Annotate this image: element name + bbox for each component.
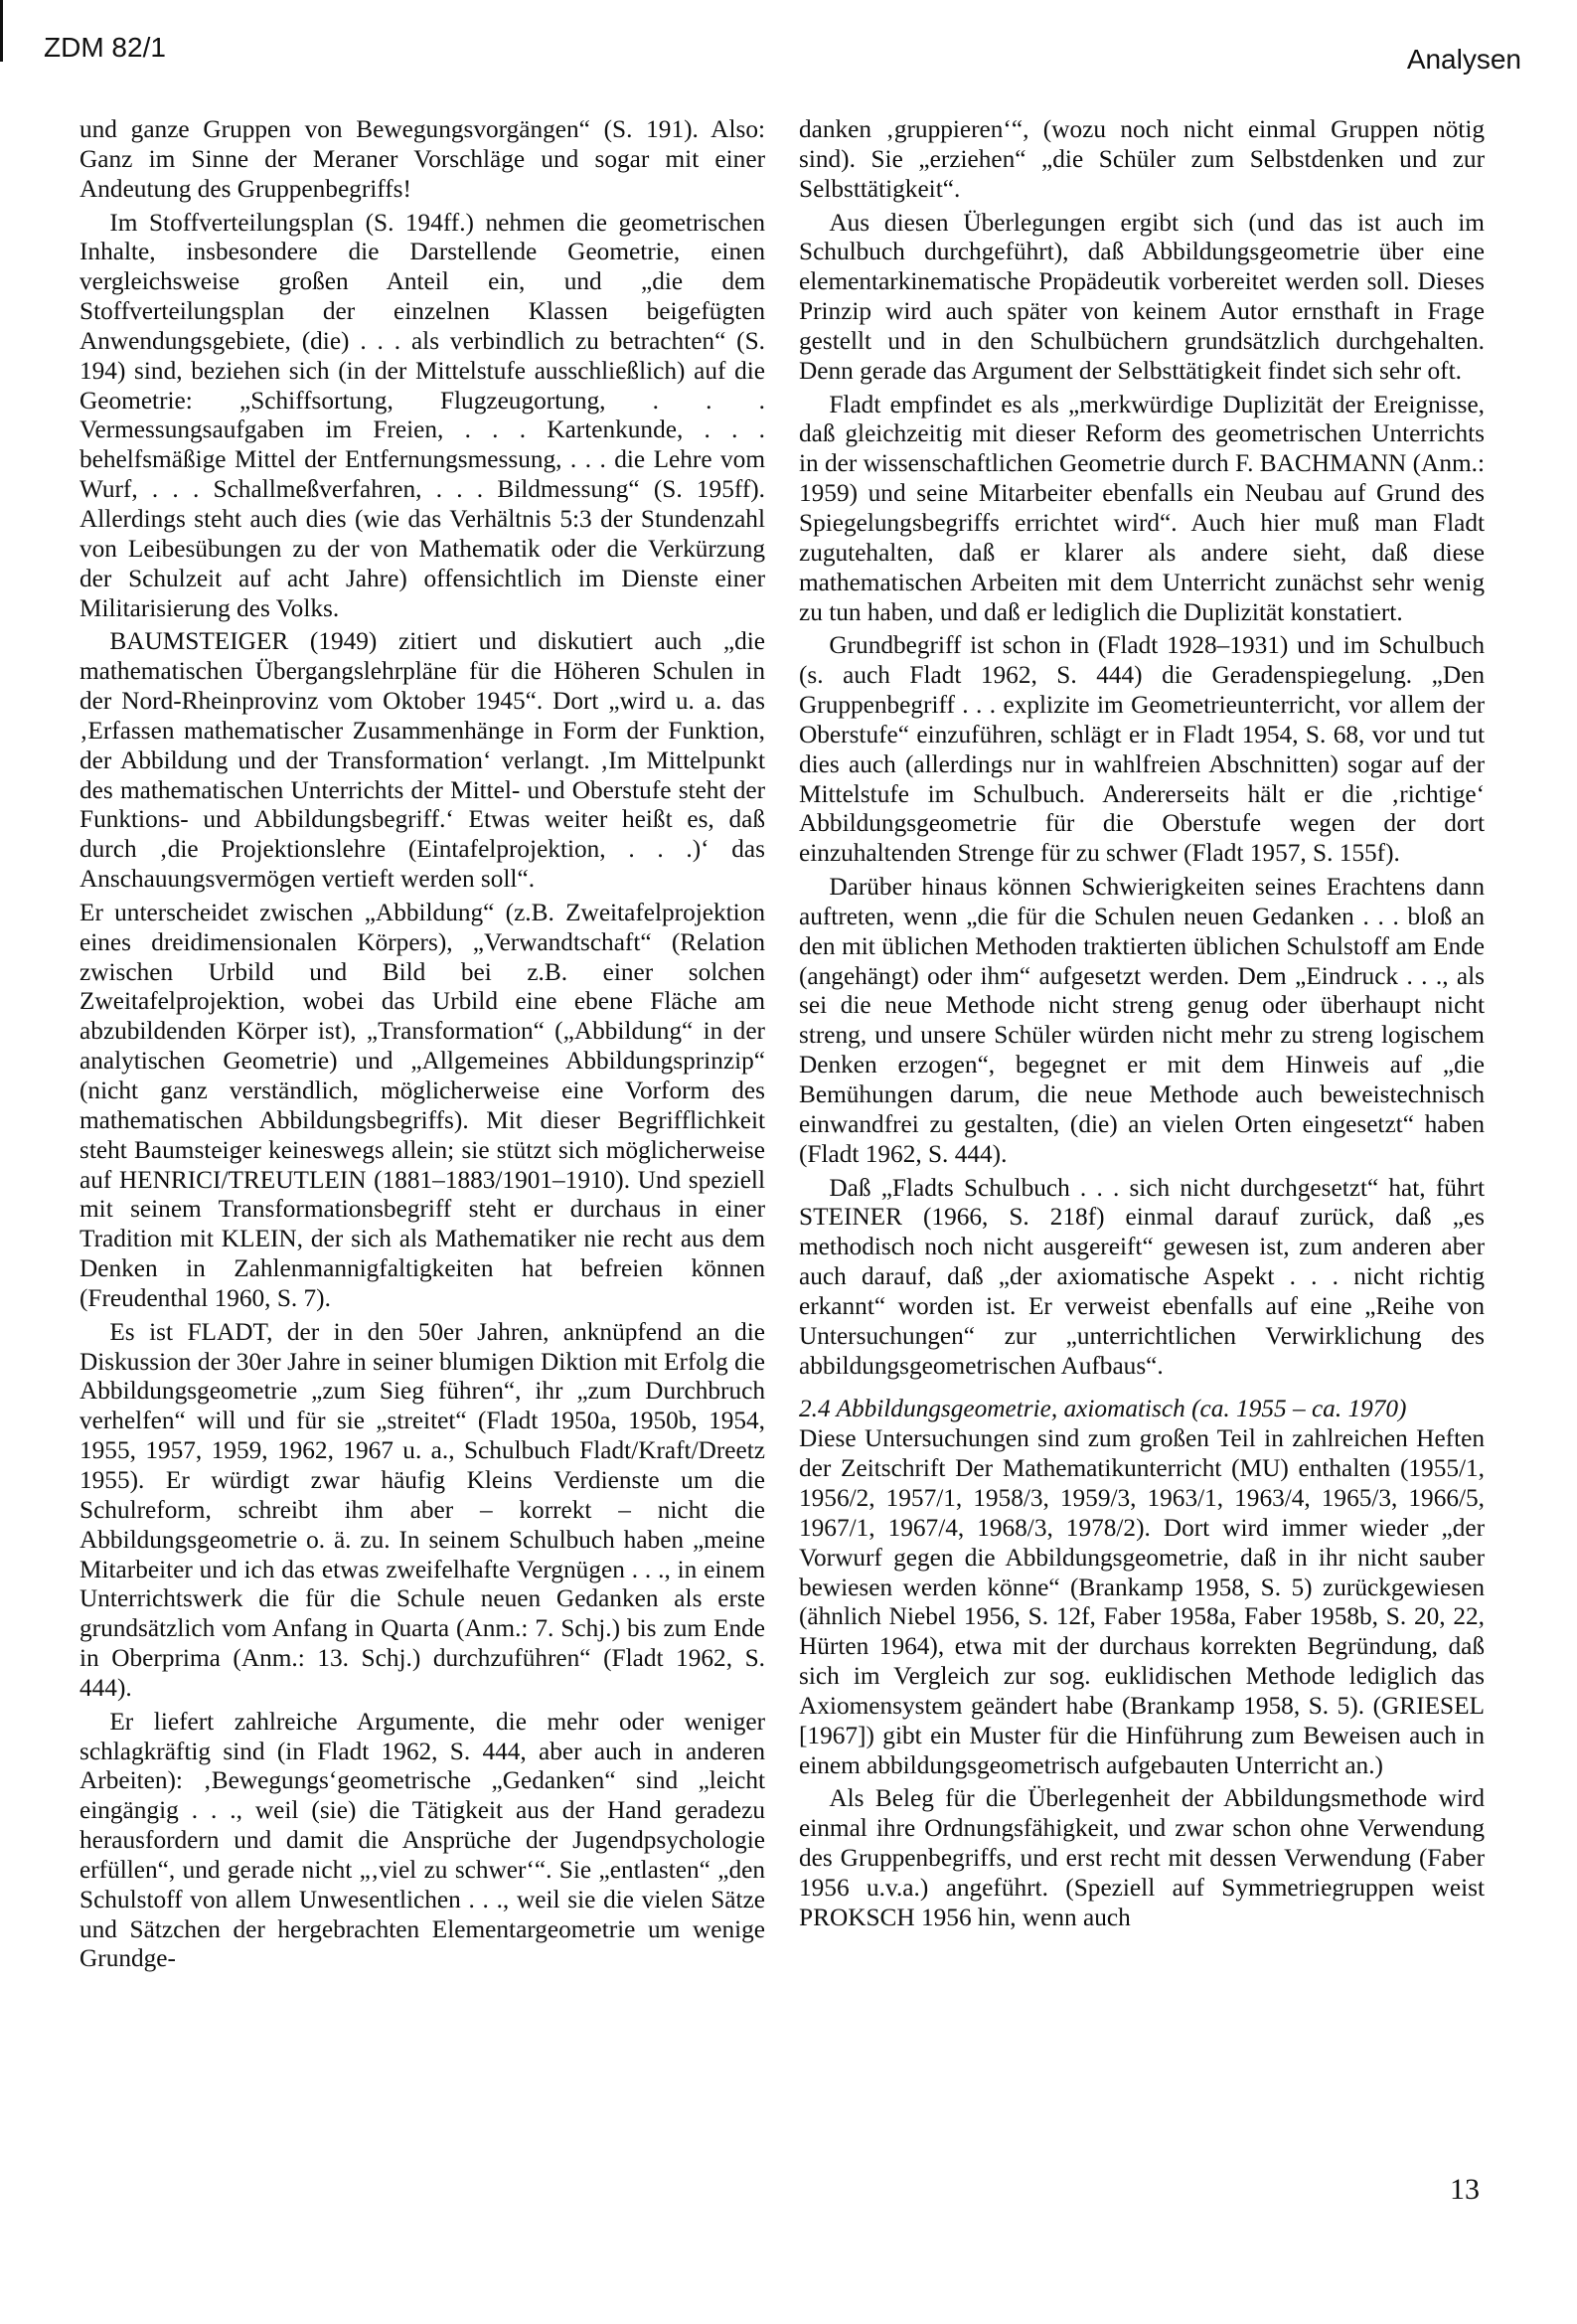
paragraph: Darüber hinaus können Schwierigkeiten seines Erachtens dann auftreten, wenn „die für die Schulen neuen Gedanken . . . bloß an den mit üblichen Methoden traktierten üblichen Schulstoff am Ende (angehängt) oder ihm“ aufgesetzt werden. Dem „Eindruck . . ., als sei die neue Methode nicht streng genug oder überhaupt nicht streng, und unsere Schüler würden nicht mehr zu streng logischem Denken erzogen“, begegnet er mit dem Hinweis auf „die Bemühungen darum, die neue Methode auch beweistechnisch einwandfrei zu gestalten, (die) an vielen Orten eingesetzt“ haben (Fladt 1962, S. 444).	[799, 873, 1485, 1168]
right-column	[799, 115, 1485, 1933]
scan-edge-mark	[0, 0, 3, 62]
paragraph: Als Beleg für die Überlegenheit der Abbildungsmethode wird einmal ihre Ordnungsfähigkeit, und zwar schon ohne Verwendung des Gruppenbegriffs, und erst recht mit dessen Verwendung (Faber 1956 u.v.a.) angeführt. (Speziell auf Symmetriegruppen weist PROKSCH 1956 hin, wenn auch	[799, 1784, 1485, 1931]
paragraph: Er liefert zahlreiche Argumente, die mehr oder weniger schlagkräftig sind (in Fladt 1962, S. 444, aber auch in anderen Arbeiten): ‚Bewegungs‘geometrische „Gedanken“ sind „leicht eingängig . . ., weil (sie) die Tätigkeit aus der Hand geradezu herausfordern und damit die Ansprüche der Jugendpsychologie erfüllen“, und gerade nicht „‚viel zu schwer‘“. Sie „entlasten“ „den Schulstoff von allem Unwesentlichen . . ., weil sie die vielen Sätze und Sätzchen der hergebrachten Elementargeometrie um wenige Grundge-	[79, 1707, 765, 1973]
paragraph: danken ‚gruppieren‘“, (wozu noch nicht einmal Gruppen nötig sind). Sie „erziehen“ „die Schüler zum Selbstdenken und zur Selbsttätigkeit“.	[799, 115, 1485, 203]
left-column	[79, 115, 765, 1974]
paragraph: Diese Untersuchungen sind zum großen Teil in zahlreichen Heften der Zeitschrift Der Mathematikunterricht (MU) enthalten (1955/1, 1956/2, 1957/1, 1958/3, 1959/3, 1963/1, 1963/4, 1965/3, 1966/5, 1967/1, 1967/4, 1968/3, 1978/2). Dort wird immer wieder „der Vorwurf gegen die Abbildungsgeometrie, daß in ihr nicht sauber bewiesen werden könne“ (Brankamp 1958, S. 5) zurückgewiesen (ähnlich Niebel 1956, S. 12f, Faber 1958a, Faber 1958b, S. 20, 22, Hürten 1964), etwa mit der durchaus korrekten Begründung, daß sich im Vergleich zur sog. euklidischen Methode lediglich das Axiomensystem geändert habe (Brankamp 1958, S. 5). (GRIESEL [1967]) gibt ein Muster für die Hinführung zum Beweisen auch in einem abbildungsgeometrisch aufgebauten Unterricht an.)	[799, 1424, 1485, 1779]
running-header-section: Analysen	[1406, 44, 1521, 75]
paragraph: Fladt empfindet es als „merkwürdige Duplizität der Ereignisse, daß gleichzeitig mit dieser Reform des geometrischen Unterrichts in der wissenschaftlichen Geometrie durch F. BACHMANN (Anm.: 1959) und seine Mitarbeiter ebenfalls ein Neubau auf Grund des Spiegelungsbegriffs errichtet wird“. Auch hier muß man Fladt zugutehalten, daß er klarer als andere sieht, daß diese mathematischen Arbeiten mit dem Unterricht zunächst sehr wenig zu tun haben, und daß er lediglich die Duplizität konstatiert.	[799, 390, 1485, 626]
running-header-journal: ZDM 82/1	[44, 32, 166, 63]
paragraph: Daß „Fladts Schulbuch . . . sich nicht durchgesetzt“ hat, führt STEINER (1966, S. 218f) einmal darauf zurück, daß „es methodisch noch nicht ausgereift“ gewesen ist, zum anderen aber auch darauf, daß „der axiomatische Aspekt . . . nicht richtig erkannt“ worden ist. Er verweist ebenfalls auf eine „Reihe von Untersuchungen“ zur „unterrichtlichen Verwirklichung des abbildungsgeometrischen Aufbaus“.	[799, 1173, 1485, 1380]
paragraph: Aus diesen Überlegungen ergibt sich (und das ist auch im Schulbuch durchgeführt), daß Abbildungsgeometrie über eine elementarkinematische Propädeutik vorbereitet werden soll. Dieses Prinzip wird auch später von keinem Autor ernsthaft in Frage gestellt und in den Schulbüchern grundsätzlich durchgehalten. Denn gerade das Argument der Selbsttätigkeit findet sich sehr oft.	[799, 208, 1485, 385]
paragraph: Im Stoffverteilungsplan (S. 194ff.) nehmen die geometrischen Inhalte, insbesondere die Darstellende Geometrie, einen vergleichsweise großen Anteil ein, und „die dem Stoffverteilungsplan der einzelnen Klassen beigefügten Anwendungsgebiete, (die) . . . als verbindlich zu betrachten“ (S. 194) sind, beziehen sich (in der Mittelstufe ausschließlich) auf die Geometrie: „Schiffsortung, Flugzeugortung, . . . Vermessungsaufgaben im Freien, . . . Kartenkunde, . . . behelfsmäßige Mittel der Entfernungsmessung, . . . die Lehre vom Wurf, . . . Schallmeßverfahren, . . . Bildmessung“ (S. 195ff). Allerdings steht auch dies (wie das Verhältnis 5:3 der Stundenzahl von Leibesübungen zu der von Mathematik oder die Verkürzung der Schulzeit auf acht Jahre) offensichtlich im Dienste einer Militarisierung des Volks.	[79, 208, 765, 622]
paragraph: Grundbegriff ist schon in (Fladt 1928–1931) und im Schulbuch (s. auch Fladt 1962, S. 444) die Geradenspiegelung. „Den Gruppenbegriff . . . explizite im Geometrieunterricht, vor allem der Oberstufe“ einzuführen, schlägt er in Fladt 1954, S. 68, vor und tut dies auch (allerdings nur in wahlfreien Abschnitten) sogar auf der Mittelstufe im Schulbuch. Andererseits hält er die ‚richtige‘ Abbildungsgeometrie für die Oberstufe wegen der dort einzuhaltenden Strenge für zu schwer (Fladt 1957, S. 155f).	[799, 631, 1485, 868]
paragraph: Er unterscheidet zwischen „Abbildung“ (z.B. Zweitafelprojektion eines dreidimensionalen Körpers), „Verwandtschaft“ (Relation zwischen Urbild und Bild bei z.B. einer solchen Zweitafelprojektion, wobei das Urbild eine ebene Fläche am abzubildenden Körper ist), „Transformation“ („Abbildung“ in der analytischen Geometrie) und „Allgemeines Abbildungsprinzip“ (nicht ganz verständlich, möglicherweise eine Vorform des mathematischen Abbildungsbegriffs). Mit dieser Begrifflichkeit steht Baumsteiger keineswegs allein; sie stützt sich möglicherweise auf HENRICI/TREUTLEIN (1881–1883/1901–1910). Und speziell mit seinem Transformationsbegriff steht er durchaus in einer Tradition mit KLEIN, der sich als Mathematiker nie recht aus dem Denken in Zahlenmannigfaltigkeiten hat befreien können (Freudenthal 1960, S. 7).	[79, 898, 765, 1312]
section-heading: 2.4 Abbildungsgeometrie, axiomatisch (ca. 1955 – ca. 1970)	[799, 1395, 1407, 1423]
paragraph: Es ist FLADT, der in den 50er Jahren, anknüpfend an die Diskussion der 30er Jahre in seiner blumigen Diktion mit Erfolg die Abbildungsgeometrie „zum Sieg führen“, ihr „zum Durchbruch verhelfen“ will und für sie „streitet“ (Fladt 1950a, 1950b, 1954, 1955, 1957, 1959, 1962, 1967 u. a., Schulbuch Fladt/Kraft/Dreetz 1955). Er würdigt zwar häufig Kleins Verdienste um die Schulreform, schreibt ihm aber – korrekt – nicht die Abbildungsgeometrie o. ä. zu. In seinem Schulbuch haben „meine Mitarbeiter und ich das etwas zweifelhafte Vergnügen . . ., in einem Unterrichtswerk die für die Schule neuen Gedanken als erste grundsätzlich vom Anfang in Quarta (Anm.: 7. Schj.) bis zum Ende in Oberprima (Anm.: 13. Schj.) durchzuführen“ (Fladt 1962, S. 444).	[79, 1317, 765, 1702]
paragraph: BAUMSTEIGER (1949) zitiert und diskutiert auch „die mathematischen Übergangslehrpläne für die Höheren Schulen in der Nord-Rheinprovinz vom Oktober 1945“. Dort „wird u. a. das ‚Erfassen mathematischer Zusammenhänge in Form der Funktion, der Abbildung und der Transformation‘ verlangt. ‚Im Mittelpunkt des mathematischen Unterrichts der Mittel- und Oberstufe steht der Funktions- und Abbildungsbegriff.‘ Etwas weiter heißt es, daß durch ‚die Projektionslehre (Eintafelprojektion, . . .)‘ das Anschauungsvermögen vertieft werden soll“.	[79, 627, 765, 894]
paragraph: und ganze Gruppen von Bewegungsvorgängen“ (S. 191). Also: Ganz im Sinne der Meraner Vorschläge und sogar mit einer Andeutung des Gruppenbegriffs!	[79, 115, 765, 203]
page-number: 13	[1450, 2173, 1480, 2206]
